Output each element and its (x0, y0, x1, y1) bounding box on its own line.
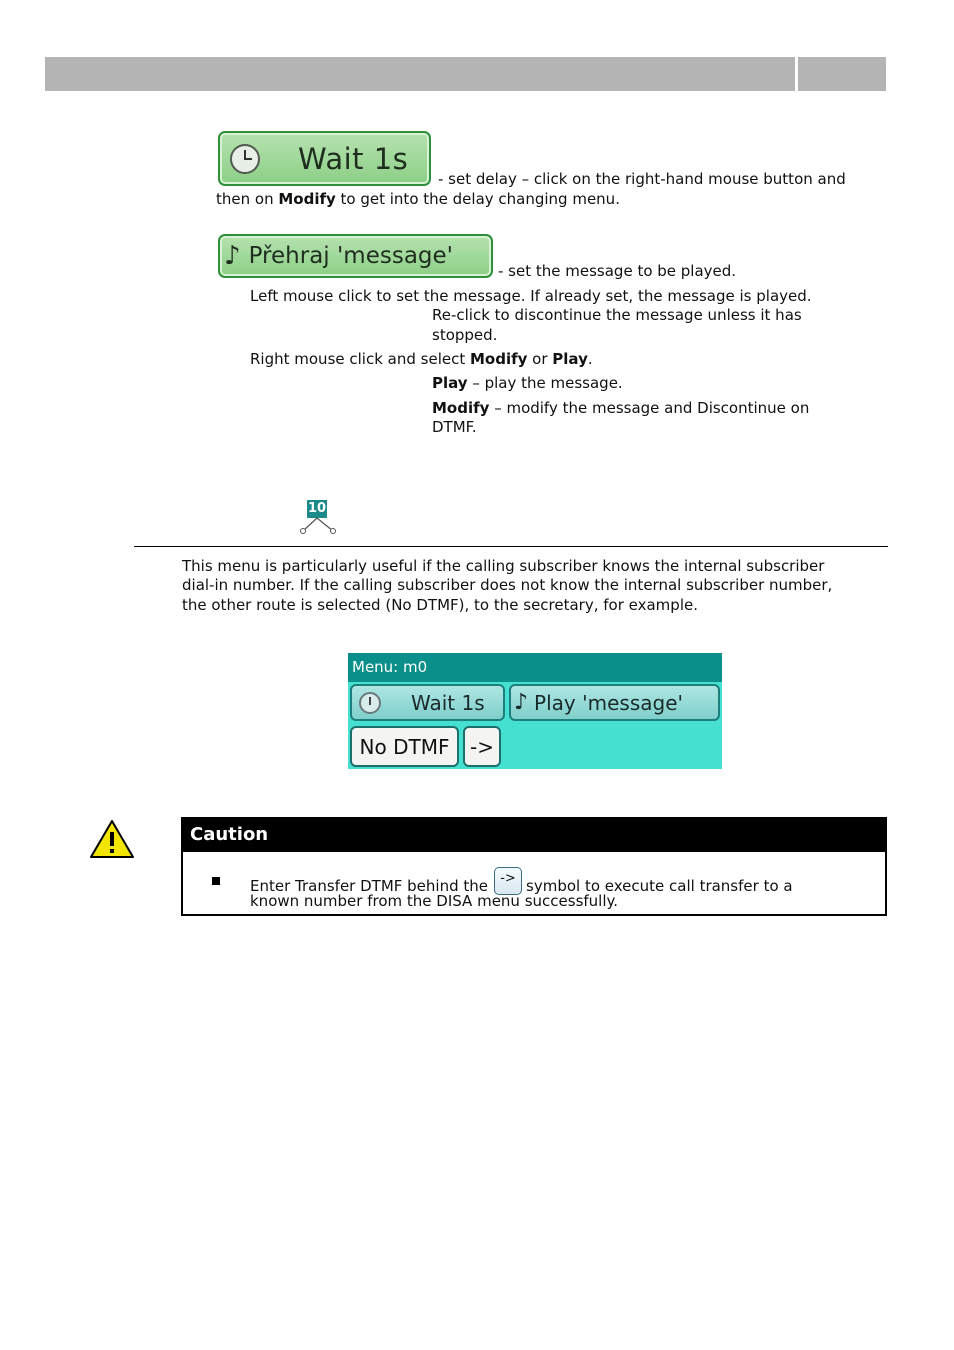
right-click-line: Right mouse click and select Modify or Play. (250, 350, 593, 368)
no-dtmf-label: No DTMF (359, 734, 450, 759)
menu-wait-button[interactable] (350, 684, 505, 721)
wait-button-image (218, 131, 431, 186)
menu-title: Menu: m0 (348, 653, 722, 682)
body-line2: dial-in number. If the calling subscriber does not know the internal subscriber number, (182, 576, 833, 594)
branch-icon (299, 500, 339, 536)
body-line3: the other route is selected (No DTMF), to the secretary, for example. (182, 596, 698, 614)
caution-line1: Enter Transfer DTMF behind the -> symbol to execute call transfer to a (250, 872, 793, 900)
caution-box (181, 817, 887, 916)
header-page-box (798, 57, 886, 91)
no-dtmf-button[interactable] (350, 726, 459, 767)
music-note-icon: ♪ (514, 690, 529, 715)
clock-icon (359, 692, 381, 714)
menu-wait-label: Wait 1s (411, 690, 485, 715)
play-desc: - set the message to be played. (498, 262, 737, 280)
left-click-sub2: stopped. (432, 326, 498, 344)
play-button-image (218, 234, 493, 278)
play-item: Play – play the message. (432, 374, 623, 392)
play-button-label: Přehraj 'message' (248, 243, 453, 269)
warning-icon (89, 819, 135, 859)
transfer-arrow-label: -> (470, 734, 494, 759)
caution-line2: known number from the DISA menu successfully. (250, 892, 619, 910)
music-note-icon: ♪ (224, 241, 241, 271)
wait-desc-line1: - set delay – click on the right-hand mouse button and (438, 170, 846, 188)
menu-panel (348, 653, 722, 769)
header-bar (45, 57, 795, 91)
clock-icon (230, 144, 260, 174)
body-line1: This menu is particularly useful if the calling subscriber knows the internal subscriber (182, 557, 825, 575)
caution-title: Caution (183, 819, 885, 852)
menu-play-button[interactable] (509, 684, 720, 721)
modify-item-line2: DTMF. (432, 418, 477, 436)
menu-play-label: Play 'message' (534, 690, 683, 715)
wait-button-label: Wait 1s (298, 141, 409, 176)
left-click-line: Left mouse click to set the message. If already set, the message is played. (250, 287, 812, 305)
section-divider (134, 546, 888, 547)
bullet-icon (212, 877, 220, 885)
left-click-sub1: Re-click to discontinue the message unless it has (432, 306, 802, 324)
transfer-arrow-button[interactable] (463, 726, 501, 767)
section-number: 10 (307, 501, 327, 516)
wait-desc-line2: then on Modify to get into the delay changing menu. (216, 190, 620, 208)
modify-item-line1: Modify – modify the message and Discontinue on (432, 399, 810, 417)
transfer-arrow-icon: -> (494, 867, 522, 895)
